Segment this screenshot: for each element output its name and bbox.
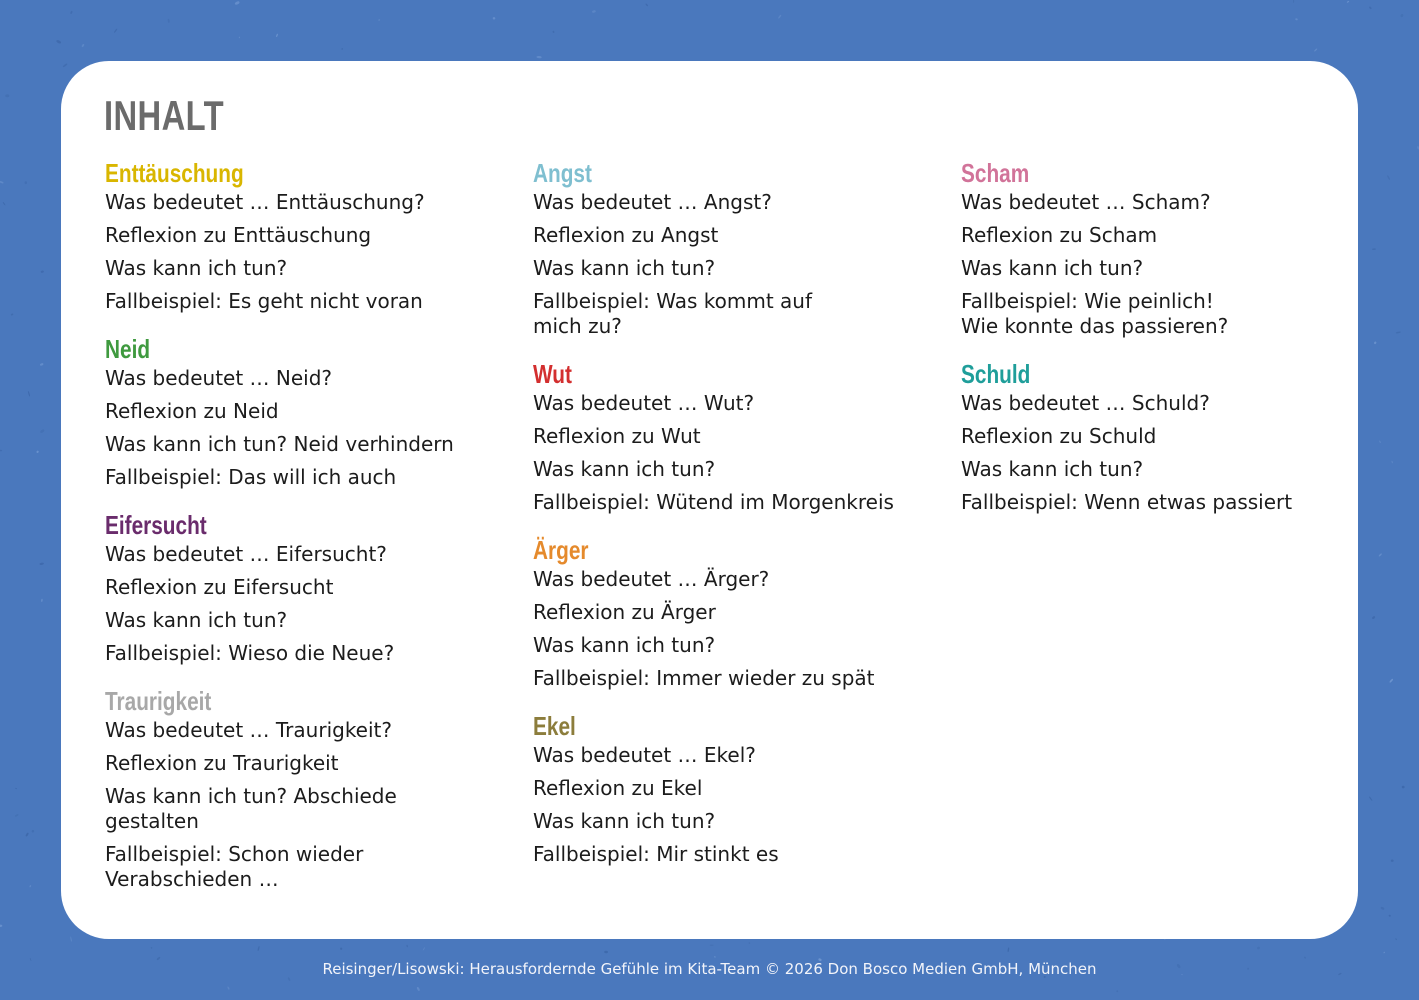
toc-entry: Reflexion zu Traurigkeit (105, 751, 339, 775)
section-heading: Angst (533, 158, 592, 188)
toc-entry: Fallbeispiel: Schon wieder Verabschieden … (105, 842, 364, 891)
toc-entry: Reflexion zu Schuld (961, 424, 1157, 448)
toc-entry: Fallbeispiel: Was kommt auf mich zu? (533, 289, 812, 338)
section-heading: Schuld (961, 359, 1031, 389)
toc-entry: Was kann ich tun? (105, 256, 288, 280)
toc-entry: Was bedeutet … Enttäuschung? (105, 190, 425, 214)
toc-entry: Reflexion zu Neid (105, 399, 279, 423)
toc-entry: Was bedeutet … Wut? (533, 391, 755, 415)
toc-column-1 (105, 158, 505, 912)
toc-entry: Fallbeispiel: Das will ich auch (105, 465, 397, 489)
toc-entry: Reflexion zu Wut (533, 424, 701, 448)
toc-section (961, 359, 1361, 515)
toc-entry: Reflexion zu Enttäuschung (105, 223, 372, 247)
toc-entry: Was bedeutet … Eifersucht? (105, 542, 387, 566)
toc-column-2 (533, 158, 933, 887)
toc-entry: Fallbeispiel: Es geht nicht voran (105, 289, 423, 313)
section-heading: Wut (533, 359, 572, 389)
toc-section (533, 535, 933, 691)
section-heading: Enttäuschung (105, 158, 244, 188)
section-heading: Scham (961, 158, 1030, 188)
toc-section (533, 359, 933, 515)
toc-entry: Fallbeispiel: Immer wieder zu spät (533, 666, 875, 690)
toc-entry: Reflexion zu Scham (961, 223, 1158, 247)
toc-entry: Fallbeispiel: Wie peinlich! Wie konnte das passieren? (961, 289, 1229, 338)
toc-entry: Was bedeutet … Schuld? (961, 391, 1210, 415)
section-heading: Eifersucht (105, 510, 207, 540)
toc-entry: Fallbeispiel: Wenn etwas passiert (961, 490, 1293, 514)
toc-section (105, 686, 505, 892)
toc-entry: Fallbeispiel: Mir stinkt es (533, 842, 779, 866)
toc-section (105, 510, 505, 666)
toc-entry: Was kann ich tun? (533, 256, 716, 280)
page-title: INHALT (104, 92, 225, 139)
section-heading: Traurigkeit (105, 686, 212, 716)
toc-entry: Was kann ich tun? (105, 608, 288, 632)
toc-entry: Was kann ich tun? (961, 256, 1144, 280)
toc-entry: Reflexion zu Angst (533, 223, 719, 247)
toc-column-3 (961, 158, 1361, 535)
toc-entry: Was bedeutet … Ärger? (533, 567, 770, 591)
section-heading: Ekel (533, 711, 576, 741)
toc-section (533, 158, 933, 339)
toc-entry: Was bedeutet … Angst? (533, 190, 772, 214)
toc-entry: Fallbeispiel: Wütend im Morgenkreis (533, 490, 894, 514)
section-heading: Neid (105, 334, 151, 364)
toc-entry: Was kann ich tun? Neid verhindern (105, 432, 454, 456)
section-heading: Ärger (533, 535, 589, 565)
toc-entry: Was bedeutet … Scham? (961, 190, 1211, 214)
toc-entry: Reflexion zu Eifersucht (105, 575, 334, 599)
footer-copyright: Reisinger/Lisowski: Herausfordernde Gefühle im Kita-Team © 2026 Don Bosco Medien GmbH, München (322, 960, 1097, 978)
toc-entry: Was kann ich tun? (533, 457, 716, 481)
toc-entry: Reflexion zu Ekel (533, 776, 703, 800)
toc-entry: Reflexion zu Ärger (533, 600, 716, 624)
toc-section (533, 711, 933, 867)
toc-section (105, 158, 505, 314)
toc-entry: Was bedeutet … Neid? (105, 366, 333, 390)
toc-entry: Was kann ich tun? (961, 457, 1144, 481)
toc-entry: Was bedeutet … Ekel? (533, 743, 756, 767)
toc-entry: Fallbeispiel: Wieso die Neue? (105, 641, 395, 665)
toc-section (961, 158, 1361, 339)
toc-entry: Was kann ich tun? (533, 809, 716, 833)
toc-entry: Was kann ich tun? Abschiede gestalten (105, 784, 397, 833)
toc-section (105, 334, 505, 490)
toc-entry: Was kann ich tun? (533, 633, 716, 657)
toc-entry: Was bedeutet … Traurigkeit? (105, 718, 393, 742)
